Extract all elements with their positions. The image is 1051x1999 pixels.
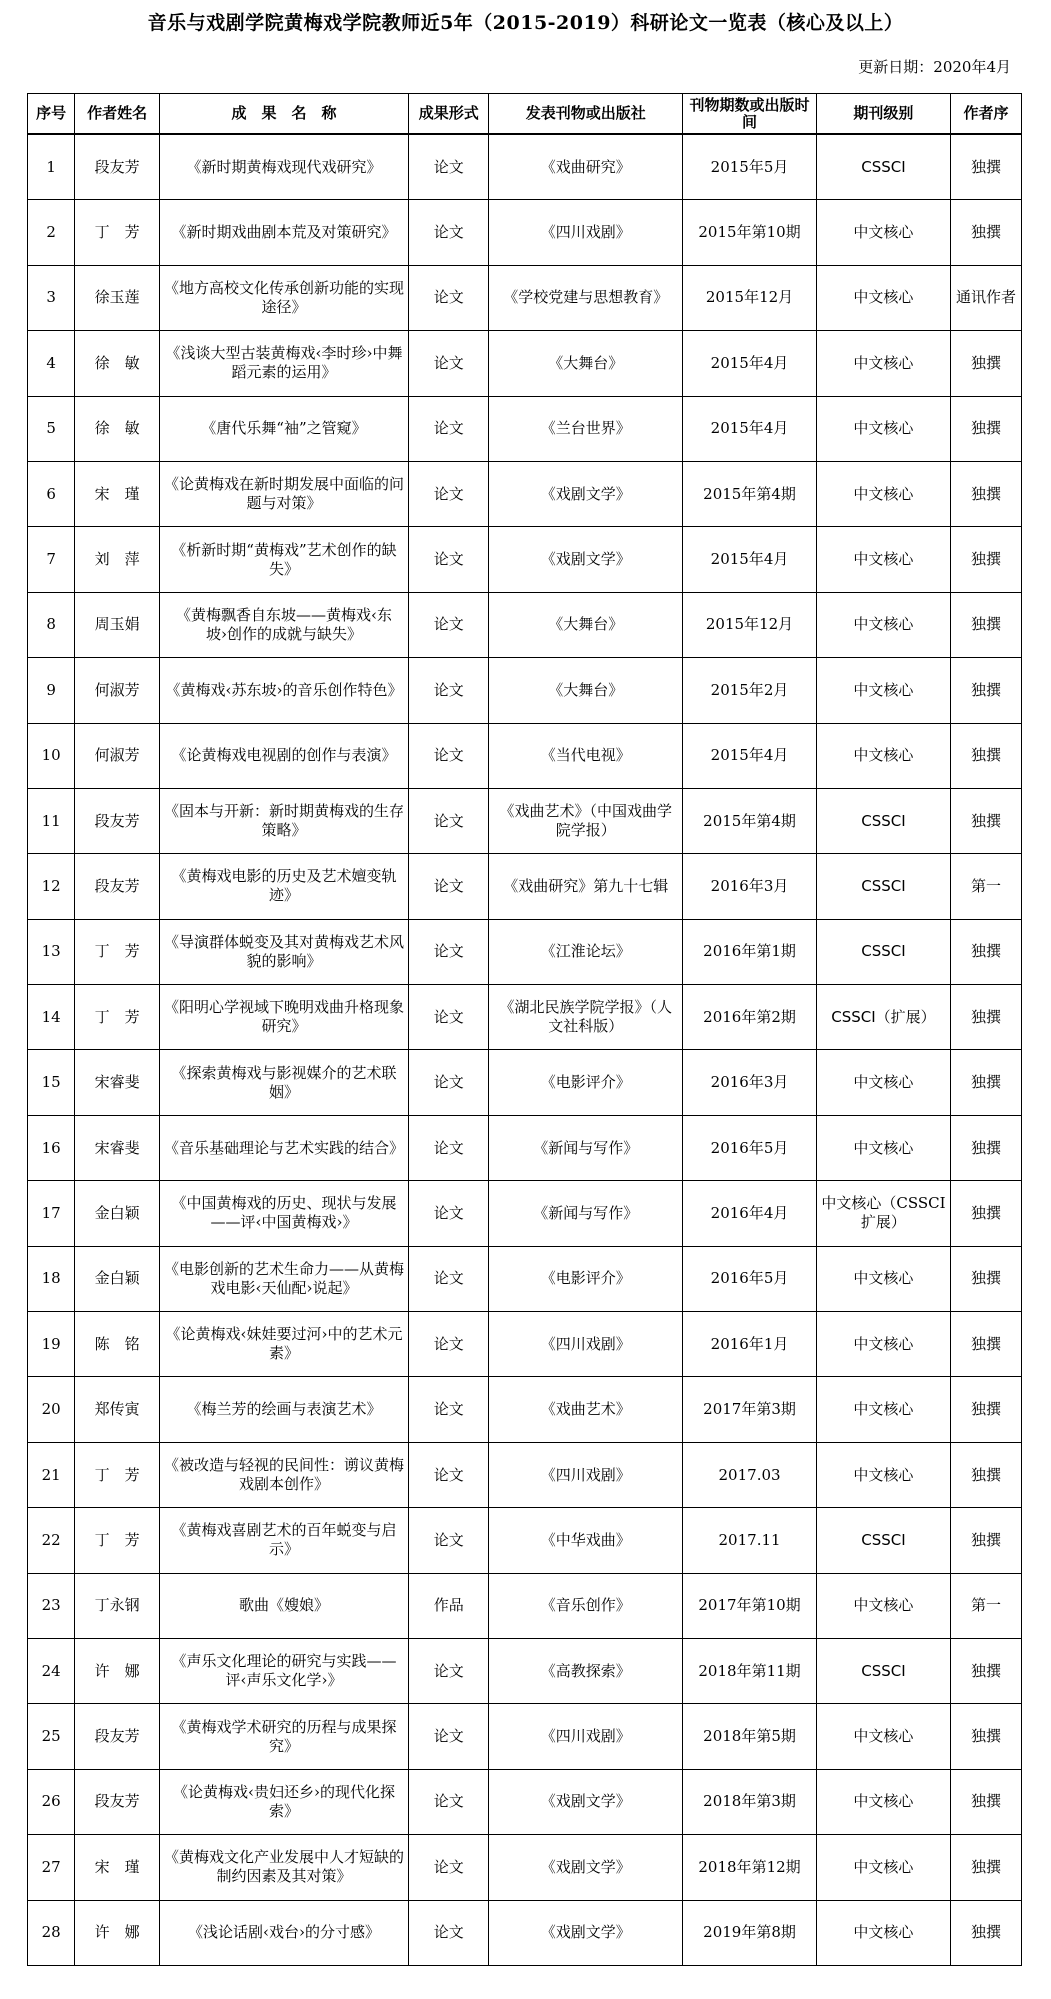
cell-publication: 《兰台世界》 — [489, 396, 683, 461]
cell-publication: 《四川戏剧》 — [489, 1442, 683, 1507]
cell-order: 独撰 — [950, 1377, 1021, 1442]
cell-issue: 2018年第12期 — [683, 1835, 817, 1900]
cell-form: 论文 — [409, 1050, 489, 1115]
table-row — [28, 396, 1022, 461]
cell-publication: 《江淮论坛》 — [489, 919, 683, 984]
cell-title: 歌曲《嫂娘》 — [159, 1573, 408, 1638]
cell-publication: 《大舞台》 — [489, 658, 683, 723]
cell-no: 17 — [28, 1181, 75, 1246]
cell-order: 独撰 — [950, 461, 1021, 526]
cell-publication: 《四川戏剧》 — [489, 200, 683, 265]
cell-author: 宋 瑾 — [75, 461, 159, 526]
cell-level: 中文核心 — [816, 592, 950, 657]
table-row — [28, 919, 1022, 984]
cell-order: 独撰 — [950, 134, 1021, 200]
cell-form: 论文 — [409, 1769, 489, 1834]
cell-title: 《黄梅戏文化产业发展中人才短缺的制约因素及其对策》 — [159, 1835, 408, 1900]
cell-author: 段友芳 — [75, 854, 159, 919]
header-order: 作者序 — [950, 94, 1021, 135]
cell-order: 独撰 — [950, 1900, 1021, 1965]
cell-publication: 《电影评介》 — [489, 1050, 683, 1115]
cell-publication: 《当代电视》 — [489, 723, 683, 788]
cell-level: 中文核心 — [816, 1442, 950, 1507]
cell-order: 独撰 — [950, 723, 1021, 788]
cell-order: 独撰 — [950, 527, 1021, 592]
table-row — [28, 527, 1022, 592]
cell-issue: 2015年4月 — [683, 331, 817, 396]
cell-form: 论文 — [409, 1442, 489, 1507]
cell-no: 13 — [28, 919, 75, 984]
cell-author: 段友芳 — [75, 1704, 159, 1769]
cell-level: CSSCI — [816, 854, 950, 919]
header-row — [28, 94, 1022, 135]
cell-form: 论文 — [409, 985, 489, 1050]
cell-no: 4 — [28, 331, 75, 396]
cell-issue: 2015年2月 — [683, 658, 817, 723]
cell-issue: 2018年第3期 — [683, 1769, 817, 1834]
header-publication: 发表刊物或出版社 — [489, 94, 683, 135]
cell-order: 独撰 — [950, 788, 1021, 853]
cell-no: 22 — [28, 1508, 75, 1573]
cell-form: 论文 — [409, 1115, 489, 1180]
cell-title: 《论黄梅戏电视剧的创作与表演》 — [159, 723, 408, 788]
cell-publication: 《中华戏曲》 — [489, 1508, 683, 1573]
cell-issue: 2015年12月 — [683, 592, 817, 657]
cell-publication: 《学校党建与思想教育》 — [489, 265, 683, 330]
cell-issue: 2016年5月 — [683, 1115, 817, 1180]
cell-author: 丁 芳 — [75, 1442, 159, 1507]
cell-title: 《新时期黄梅戏现代戏研究》 — [159, 134, 408, 200]
cell-author: 何淑芳 — [75, 723, 159, 788]
cell-author: 金白颖 — [75, 1181, 159, 1246]
cell-author: 徐 敏 — [75, 331, 159, 396]
cell-author: 陈 铭 — [75, 1312, 159, 1377]
cell-issue: 2015年第4期 — [683, 788, 817, 853]
cell-title: 《阳明心学视域下晚明戏曲升格现象研究》 — [159, 985, 408, 1050]
cell-publication: 《新闻与写作》 — [489, 1181, 683, 1246]
cell-level: CSSCI（扩展） — [816, 985, 950, 1050]
cell-title: 《浅论话剧‹戏台›的分寸感》 — [159, 1900, 408, 1965]
cell-publication: 《戏曲艺术》（中国戏曲学院学报） — [489, 788, 683, 853]
cell-level: 中文核心 — [816, 265, 950, 330]
cell-no: 27 — [28, 1835, 75, 1900]
cell-order: 通讯作者 — [950, 265, 1021, 330]
cell-title: 《地方高校文化传承创新功能的实现途径》 — [159, 265, 408, 330]
cell-author: 刘 萍 — [75, 527, 159, 592]
table-header — [28, 94, 1022, 135]
cell-level: 中文核心 — [816, 1769, 950, 1834]
table-row — [28, 1377, 1022, 1442]
cell-no: 26 — [28, 1769, 75, 1834]
cell-no: 12 — [28, 854, 75, 919]
cell-no: 1 — [28, 134, 75, 200]
cell-publication: 《戏剧文学》 — [489, 1835, 683, 1900]
cell-title: 《唐代乐舞“袖”之管窥》 — [159, 396, 408, 461]
cell-level: 中文核心 — [816, 396, 950, 461]
cell-order: 第一 — [950, 1573, 1021, 1638]
table-row — [28, 854, 1022, 919]
cell-form: 作品 — [409, 1573, 489, 1638]
cell-form: 论文 — [409, 200, 489, 265]
cell-no: 25 — [28, 1704, 75, 1769]
cell-order: 独撰 — [950, 1181, 1021, 1246]
cell-title: 《固本与开新：新时期黄梅戏的生存策略》 — [159, 788, 408, 853]
cell-publication: 《新闻与写作》 — [489, 1115, 683, 1180]
cell-publication: 《戏剧文学》 — [489, 461, 683, 526]
cell-title: 《探索黄梅戏与影视媒介的艺术联姻》 — [159, 1050, 408, 1115]
cell-no: 20 — [28, 1377, 75, 1442]
cell-issue: 2019年第8期 — [683, 1900, 817, 1965]
cell-title: 《音乐基础理论与艺术实践的结合》 — [159, 1115, 408, 1180]
cell-order: 独撰 — [950, 331, 1021, 396]
cell-no: 21 — [28, 1442, 75, 1507]
table-row — [28, 1835, 1022, 1900]
cell-title: 《析新时期“黄梅戏”艺术创作的缺失》 — [159, 527, 408, 592]
cell-order: 独撰 — [950, 1115, 1021, 1180]
header-issue: 刊物期数或出版时间 — [683, 94, 817, 135]
cell-order: 独撰 — [950, 1312, 1021, 1377]
cell-level: 中文核心 — [816, 1312, 950, 1377]
cell-order: 独撰 — [950, 1835, 1021, 1900]
table-row — [28, 985, 1022, 1050]
cell-author: 周玉娟 — [75, 592, 159, 657]
cell-publication: 《戏曲研究》 — [489, 134, 683, 200]
cell-issue: 2015年12月 — [683, 265, 817, 330]
cell-order: 独撰 — [950, 1246, 1021, 1311]
table-row — [28, 723, 1022, 788]
cell-title: 《黄梅戏电影的历史及艺术嬗变轨迹》 — [159, 854, 408, 919]
cell-author: 何淑芳 — [75, 658, 159, 723]
cell-order: 独撰 — [950, 1508, 1021, 1573]
table-row — [28, 788, 1022, 853]
cell-issue: 2018年第11期 — [683, 1638, 817, 1703]
cell-order: 独撰 — [950, 919, 1021, 984]
cell-publication: 《四川戏剧》 — [489, 1704, 683, 1769]
header-author: 作者姓名 — [75, 94, 159, 135]
table-row — [28, 331, 1022, 396]
cell-publication: 《戏曲研究》第九十七辑 — [489, 854, 683, 919]
table-row — [28, 1050, 1022, 1115]
cell-title: 《论黄梅戏‹贵妇还乡›的现代化探索》 — [159, 1769, 408, 1834]
cell-level: CSSCI — [816, 919, 950, 984]
cell-author: 丁 芳 — [75, 919, 159, 984]
cell-publication: 《戏剧文学》 — [489, 527, 683, 592]
table-row — [28, 1181, 1022, 1246]
cell-level: CSSCI — [816, 134, 950, 200]
table-row — [28, 1638, 1022, 1703]
cell-form: 论文 — [409, 723, 489, 788]
cell-author: 宋 瑾 — [75, 1835, 159, 1900]
cell-form: 论文 — [409, 1704, 489, 1769]
cell-publication: 《高教探索》 — [489, 1638, 683, 1703]
cell-no: 28 — [28, 1900, 75, 1965]
cell-title: 《黄梅戏‹苏东坡›的音乐创作特色》 — [159, 658, 408, 723]
update-date: 更新日期：2020年4月 — [858, 58, 1011, 76]
cell-level: 中文核心 — [816, 1246, 950, 1311]
cell-title: 《新时期戏曲剧本荒及对策研究》 — [159, 200, 408, 265]
cell-issue: 2016年第1期 — [683, 919, 817, 984]
cell-issue: 2015年第4期 — [683, 461, 817, 526]
cell-form: 论文 — [409, 788, 489, 853]
cell-level: 中文核心 — [816, 1835, 950, 1900]
cell-issue: 2017.11 — [683, 1508, 817, 1573]
cell-issue: 2016年1月 — [683, 1312, 817, 1377]
table-row — [28, 1442, 1022, 1507]
header-no: 序号 — [28, 94, 75, 135]
cell-title: 《黄梅戏喜剧艺术的百年蜕变与启示》 — [159, 1508, 408, 1573]
cell-title: 《被改造与轻视的民间性：谫议黄梅戏剧本创作》 — [159, 1442, 408, 1507]
cell-issue: 2015年4月 — [683, 723, 817, 788]
cell-form: 论文 — [409, 1900, 489, 1965]
table-row — [28, 134, 1022, 200]
cell-publication: 《湖北民族学院学报》（人文社科版） — [489, 985, 683, 1050]
table-row — [28, 200, 1022, 265]
cell-publication: 《戏剧文学》 — [489, 1900, 683, 1965]
cell-form: 论文 — [409, 1312, 489, 1377]
cell-form: 论文 — [409, 1638, 489, 1703]
cell-author: 丁 芳 — [75, 1508, 159, 1573]
cell-author: 郑传寅 — [75, 1377, 159, 1442]
cell-author: 宋睿斐 — [75, 1050, 159, 1115]
cell-order: 独撰 — [950, 1704, 1021, 1769]
cell-author: 丁 芳 — [75, 200, 159, 265]
cell-author: 徐玉莲 — [75, 265, 159, 330]
cell-order: 独撰 — [950, 1442, 1021, 1507]
cell-form: 论文 — [409, 396, 489, 461]
cell-level: 中文核心 — [816, 1115, 950, 1180]
table-row — [28, 1115, 1022, 1180]
cell-issue: 2017年第3期 — [683, 1377, 817, 1442]
cell-publication: 《音乐创作》 — [489, 1573, 683, 1638]
cell-level: 中文核心 — [816, 1050, 950, 1115]
cell-order: 独撰 — [950, 1769, 1021, 1834]
cell-level: 中文核心 — [816, 658, 950, 723]
cell-no: 8 — [28, 592, 75, 657]
table-row — [28, 1573, 1022, 1638]
cell-form: 论文 — [409, 1377, 489, 1442]
cell-no: 6 — [28, 461, 75, 526]
cell-no: 9 — [28, 658, 75, 723]
cell-issue: 2016年3月 — [683, 1050, 817, 1115]
cell-form: 论文 — [409, 919, 489, 984]
cell-author: 徐 敏 — [75, 396, 159, 461]
cell-issue: 2016年4月 — [683, 1181, 817, 1246]
header-form: 成果形式 — [409, 94, 489, 135]
table-row — [28, 265, 1022, 330]
cell-issue: 2015年第10期 — [683, 200, 817, 265]
cell-issue: 2018年第5期 — [683, 1704, 817, 1769]
cell-author: 许 娜 — [75, 1638, 159, 1703]
cell-level: CSSCI — [816, 1508, 950, 1573]
cell-level: 中文核心 — [816, 331, 950, 396]
cell-form: 论文 — [409, 592, 489, 657]
cell-title: 《黄梅戏学术研究的历程与成果探究》 — [159, 1704, 408, 1769]
cell-level: 中文核心 — [816, 527, 950, 592]
cell-publication: 《戏曲艺术》 — [489, 1377, 683, 1442]
cell-publication: 《四川戏剧》 — [489, 1312, 683, 1377]
table-row — [28, 1900, 1022, 1965]
table-row — [28, 1704, 1022, 1769]
cell-publication: 《电影评介》 — [489, 1246, 683, 1311]
cell-level: 中文核心 — [816, 1900, 950, 1965]
cell-issue: 2015年4月 — [683, 396, 817, 461]
cell-order: 第一 — [950, 854, 1021, 919]
cell-no: 16 — [28, 1115, 75, 1180]
table-row — [28, 1769, 1022, 1834]
cell-title: 《论黄梅戏‹妹娃要过河›中的艺术元素》 — [159, 1312, 408, 1377]
page-title: 音乐与戏剧学院黄梅戏学院教师近5年（2015-2019）科研论文一览表（核心及以上） — [147, 12, 904, 34]
cell-issue: 2016年第2期 — [683, 985, 817, 1050]
cell-order: 独撰 — [950, 658, 1021, 723]
cell-title: 《论黄梅戏在新时期发展中面临的问题与对策》 — [159, 461, 408, 526]
cell-publication: 《大舞台》 — [489, 331, 683, 396]
cell-issue: 2016年5月 — [683, 1246, 817, 1311]
cell-level: 中文核心（CSSCI扩展） — [816, 1181, 950, 1246]
cell-form: 论文 — [409, 265, 489, 330]
cell-level: 中文核心 — [816, 1704, 950, 1769]
cell-issue: 2015年5月 — [683, 134, 817, 200]
table-row — [28, 1508, 1022, 1573]
cell-level: CSSCI — [816, 1638, 950, 1703]
cell-no: 10 — [28, 723, 75, 788]
cell-form: 论文 — [409, 134, 489, 200]
cell-level: 中文核心 — [816, 461, 950, 526]
cell-order: 独撰 — [950, 985, 1021, 1050]
cell-title: 《浅谈大型古装黄梅戏‹李时珍›中舞蹈元素的运用》 — [159, 331, 408, 396]
cell-form: 论文 — [409, 1835, 489, 1900]
cell-form: 论文 — [409, 1246, 489, 1311]
cell-title: 《电影创新的艺术生命力——从黄梅戏电影‹天仙配›说起》 — [159, 1246, 408, 1311]
cell-author: 丁 芳 — [75, 985, 159, 1050]
cell-no: 3 — [28, 265, 75, 330]
cell-form: 论文 — [409, 1181, 489, 1246]
cell-level: 中文核心 — [816, 200, 950, 265]
cell-title: 《中国黄梅戏的历史、现状与发展——评‹中国黄梅戏›》 — [159, 1181, 408, 1246]
cell-no: 24 — [28, 1638, 75, 1703]
cell-form: 论文 — [409, 854, 489, 919]
header-title: 成 果 名 称 — [159, 94, 408, 135]
cell-form: 论文 — [409, 527, 489, 592]
table-row — [28, 1312, 1022, 1377]
cell-title: 《导演群体蜕变及其对黄梅戏艺术风貌的影响》 — [159, 919, 408, 984]
cell-order: 独撰 — [950, 200, 1021, 265]
cell-form: 论文 — [409, 658, 489, 723]
cell-no: 2 — [28, 200, 75, 265]
cell-form: 论文 — [409, 1508, 489, 1573]
cell-level: 中文核心 — [816, 723, 950, 788]
header-level: 期刊级别 — [816, 94, 950, 135]
cell-issue: 2015年4月 — [683, 527, 817, 592]
cell-author: 丁永钢 — [75, 1573, 159, 1638]
table-row — [28, 461, 1022, 526]
cell-author: 段友芳 — [75, 788, 159, 853]
cell-order: 独撰 — [950, 592, 1021, 657]
table-row — [28, 1246, 1022, 1311]
table-body — [28, 134, 1022, 1965]
cell-author: 段友芳 — [75, 1769, 159, 1834]
cell-title: 《黄梅飘香自东坡——黄梅戏‹东坡›创作的成就与缺失》 — [159, 592, 408, 657]
cell-title: 《梅兰芳的绘画与表演艺术》 — [159, 1377, 408, 1442]
cell-author: 宋睿斐 — [75, 1115, 159, 1180]
cell-order: 独撰 — [950, 1638, 1021, 1703]
cell-form: 论文 — [409, 461, 489, 526]
cell-no: 18 — [28, 1246, 75, 1311]
cell-level: 中文核心 — [816, 1573, 950, 1638]
table-row — [28, 592, 1022, 657]
cell-no: 14 — [28, 985, 75, 1050]
cell-issue: 2017年第10期 — [683, 1573, 817, 1638]
cell-issue: 2017.03 — [683, 1442, 817, 1507]
cell-no: 5 — [28, 396, 75, 461]
cell-level: CSSCI — [816, 788, 950, 853]
cell-level: 中文核心 — [816, 1377, 950, 1442]
cell-form: 论文 — [409, 331, 489, 396]
cell-author: 许 娜 — [75, 1900, 159, 1965]
table-row — [28, 658, 1022, 723]
cell-author: 段友芳 — [75, 134, 159, 200]
cell-no: 11 — [28, 788, 75, 853]
cell-publication: 《戏剧文学》 — [489, 1769, 683, 1834]
papers-table — [27, 93, 1022, 1966]
cell-no: 15 — [28, 1050, 75, 1115]
cell-issue: 2016年3月 — [683, 854, 817, 919]
cell-author: 金白颖 — [75, 1246, 159, 1311]
cell-no: 19 — [28, 1312, 75, 1377]
cell-title: 《声乐文化理论的研究与实践——评‹声乐文化学›》 — [159, 1638, 408, 1703]
cell-order: 独撰 — [950, 396, 1021, 461]
cell-order: 独撰 — [950, 1050, 1021, 1115]
cell-no: 7 — [28, 527, 75, 592]
cell-publication: 《大舞台》 — [489, 592, 683, 657]
cell-no: 23 — [28, 1573, 75, 1638]
